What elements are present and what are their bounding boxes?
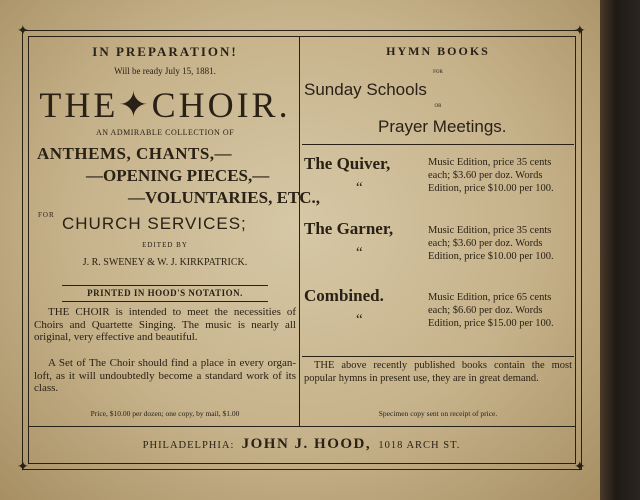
prayer-meetings-line: Prayer Meetings. [378, 117, 507, 136]
footer-divider [28, 426, 575, 427]
corner-ornament-icon: ✦ [17, 460, 29, 475]
choir-title: THE✦CHOIR. [39, 85, 291, 125]
book-title-quiver: The Quiver, [304, 154, 391, 173]
authors-line: J. R. SWENEY & W. J. KIRKPATRICK. [82, 257, 248, 268]
notation-rule-bottom [62, 301, 268, 302]
notation-line: PRINTED IN HOOD'S NOTATION. [87, 288, 243, 298]
book-desc-quiver: Music Edition, price 35 cents each; $3.60 per doz. Words Edition, price $10.00 per 100. [428, 157, 554, 194]
ditto-mark: “ [356, 312, 363, 328]
column-divider [299, 36, 300, 426]
right-rule-bottom [302, 356, 574, 357]
voluntaries-line: —VOLUNTARIES, ETC., [128, 188, 321, 207]
choir-price: Price, $10.00 per dozen; one copy, by mail, $1.00 [90, 409, 240, 418]
book-title-combined: Combined. [304, 286, 384, 305]
collection-subtitle: AN ADMIRABLE COLLECTION OF [95, 128, 235, 137]
for-label-right: FOR [433, 70, 443, 75]
ditto-mark: “ [356, 245, 363, 261]
edited-by-label: EDITED BY [142, 241, 188, 249]
choir-recommendation: A Set of The Choir should find a place in every organ-loft, as it will undoubtedly become a standard work of its class. [34, 357, 296, 394]
ready-date: Will be ready July 15, 1881. [114, 66, 216, 76]
footer-publisher: JOHN J. HOOD, [241, 436, 372, 452]
or-label: OR [434, 104, 442, 109]
choir-description: THE CHOIR is intended to meet the necessities of Choirs and Quartette Singing. The music is nearly all original, very effective and beautiful. [34, 306, 296, 343]
opening-line: —OPENING PIECES,— [86, 166, 270, 185]
hymn-books-note: THE above recently published books contain the most popular hymns in present use, they are in great demand. [304, 360, 572, 384]
publisher-footer [28, 436, 575, 453]
corner-ornament-icon: ✦ [17, 24, 29, 39]
book-title-garner: The Garner, [304, 219, 394, 238]
book-desc-combined: Music Edition, price 65 cents each; $6.60 per doz. Words Edition, price $15.00 per 100. [428, 292, 554, 329]
anthems-line: ANTHEMS, CHANTS,— [37, 144, 233, 163]
footer-city: PHILADELPHIA: [142, 440, 235, 451]
hymn-books-heading: HYMN BOOKS [386, 44, 490, 58]
specimen-note: Specimen copy sent on receipt of price. [378, 409, 498, 418]
book-desc-garner: Music Edition, price 35 cents each; $3.60 per doz. Words Edition, price $10.00 per 100. [428, 225, 554, 262]
notation-rule-top [62, 285, 268, 286]
corner-ornament-icon: ✦ [574, 460, 586, 475]
corner-ornament-icon: ✦ [574, 24, 586, 39]
for-label: FOR [38, 211, 55, 219]
ditto-mark: “ [356, 180, 363, 196]
right-rule-top [302, 144, 574, 145]
book-spine [600, 0, 640, 500]
sunday-schools-line: Sunday Schools [304, 80, 427, 99]
footer-address: 1018 ARCH ST. [378, 440, 461, 451]
in-preparation-heading: IN PREPARATION! [92, 44, 238, 59]
church-services-line: CHURCH SERVICES; [62, 214, 247, 233]
